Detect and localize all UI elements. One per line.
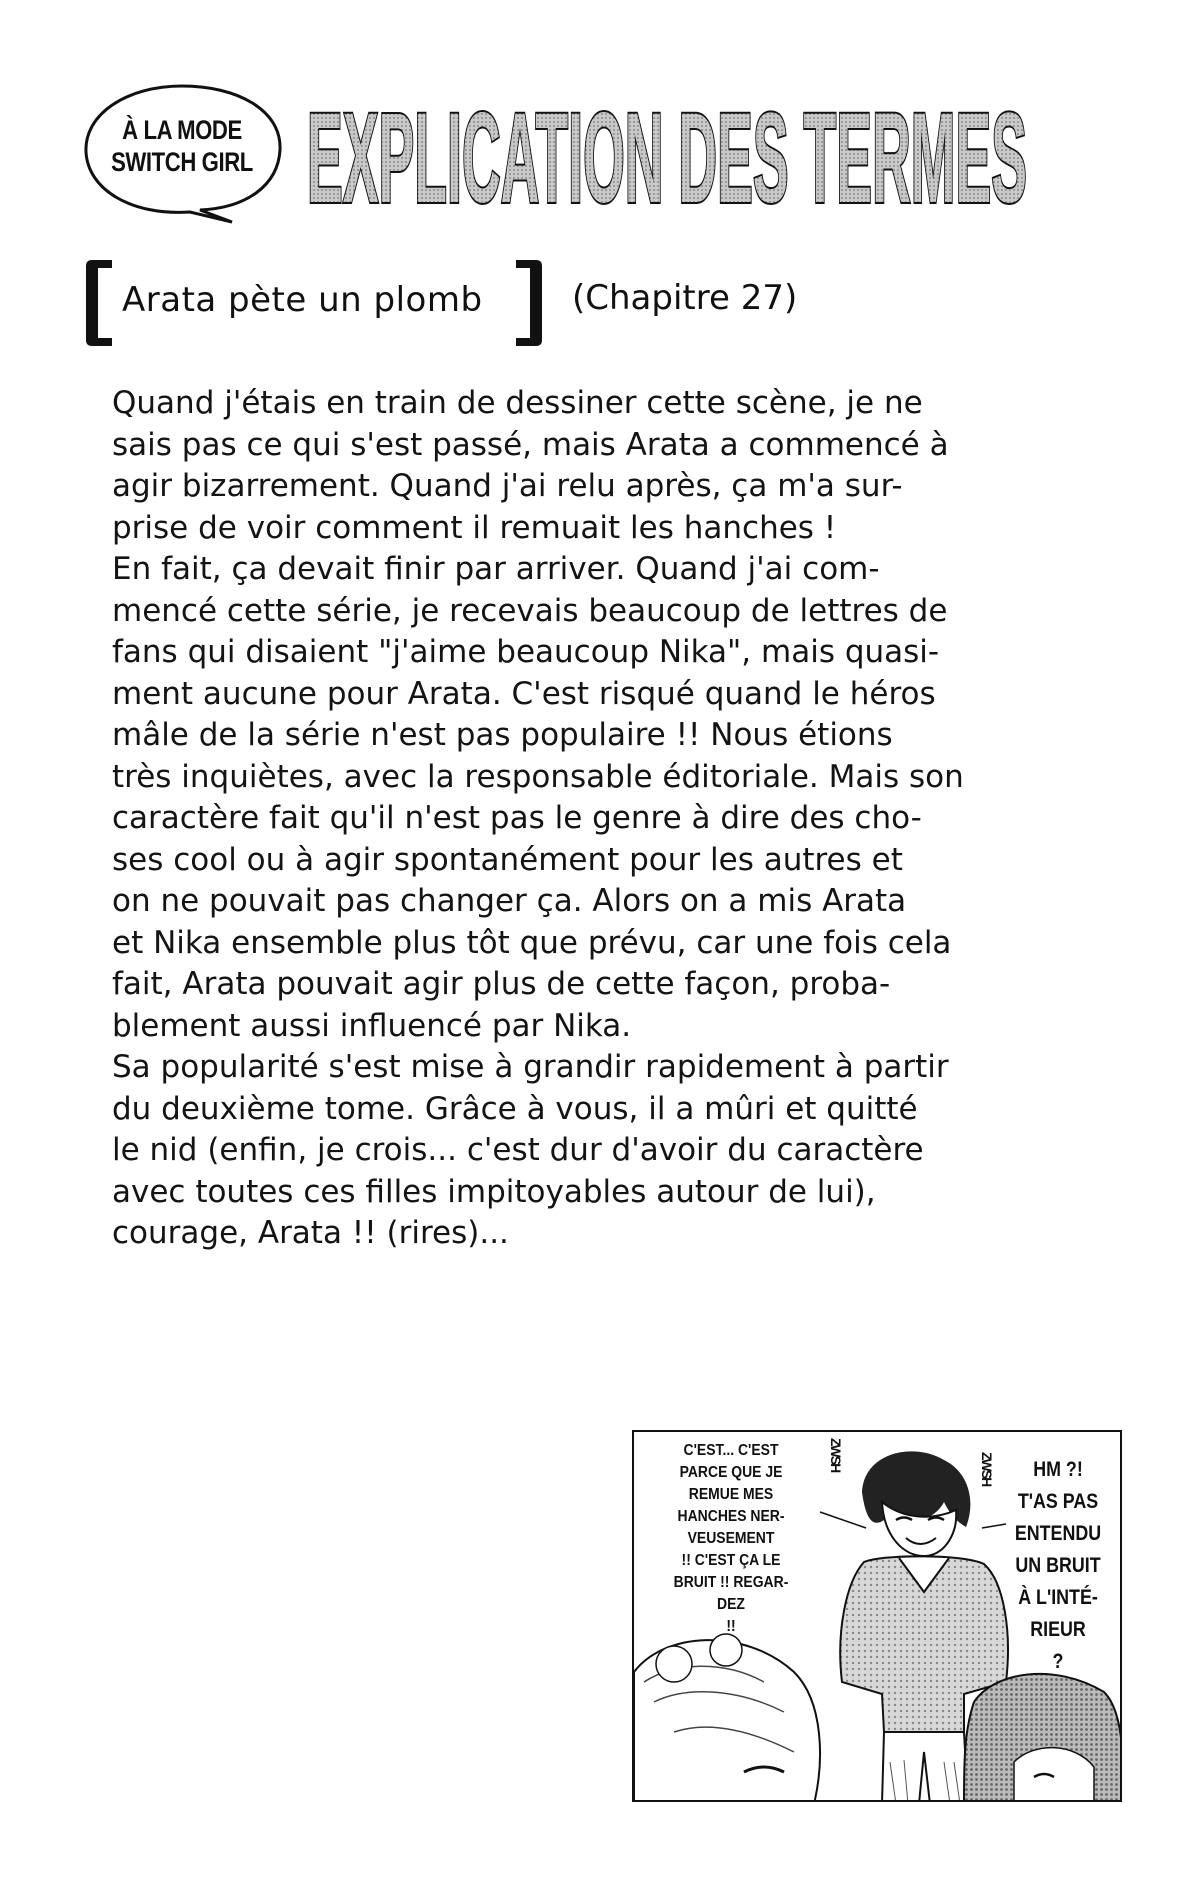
body-line: sais pas ce qui s'est passé, mais Arata a commencé à — [112, 426, 949, 463]
body-line: très inquiètes, avec la responsable éditoriale. Mais son — [112, 758, 964, 795]
body-line: ment aucune pour Arata. C'est risqué quand le héros — [112, 675, 936, 712]
logo-line-2: SWITCH GIRL — [111, 147, 253, 177]
bubble-line: !! — [726, 1618, 736, 1635]
chapter-reference: (Chapitre 27) — [572, 278, 798, 318]
body-line: fait, Arata pouvait agir plus de cette façon, proba- — [112, 966, 891, 1002]
body-line: En fait, ça devait finir par arriver. Quand j'ai com- — [112, 551, 880, 587]
bubble-line: À L'INTÉ- — [1018, 1586, 1098, 1609]
left-bracket-icon — [84, 258, 114, 348]
right-bracket-icon — [514, 258, 544, 348]
body-line: agir bizarrement. Quand j'ai relu après, ça m'a sur- — [112, 468, 903, 504]
bubble-line: REMUE MES — [688, 1486, 774, 1503]
body-line: blement aussi influencé par Nika. — [112, 1007, 632, 1044]
speech-bubble-left — [651, 1440, 811, 1638]
body-line: prise de voir comment il remuait les hanches ! — [112, 509, 837, 546]
body-line: caractère fait qu'il n'est pas le genre à dire des cho- — [112, 800, 922, 836]
term-heading — [84, 258, 884, 348]
body-line: on ne pouvait pas changer ça. Alors on a mis Arata — [112, 883, 907, 919]
term-name: Arata pète un plomb — [122, 280, 483, 320]
logo-text — [100, 114, 264, 178]
body-line: avec toutes ces filles impitoyables autour de lui), — [112, 1173, 876, 1210]
bubble-line: ? — [1052, 1650, 1064, 1673]
body-line: Sa popularité s'est mise à grandir rapidement à partir — [112, 1049, 949, 1085]
body-line: mencé cette série, je recevais beaucoup de lettres de — [112, 592, 948, 629]
body-line: le nid (enfin, je crois... c'est dur d'avoir du caractère — [112, 1132, 924, 1168]
body-line: courage, Arata !! (rires)... — [112, 1215, 509, 1251]
manga-panel — [632, 1430, 1122, 1802]
logo-line-1: À LA MODE — [122, 115, 242, 145]
series-logo-bubble — [82, 80, 288, 222]
body-line: mâle de la série n'est pas populaire !! Nous étions — [112, 717, 893, 753]
body-line: ses cool ou à agir spontanément pour les autres et — [112, 841, 903, 878]
bubble-line: HANCHES NER- — [677, 1508, 785, 1525]
bubble-line: !! C'EST ÇA LE — [681, 1552, 781, 1569]
page-title-graphic — [300, 80, 1035, 230]
explanation-body — [112, 383, 1062, 1255]
body-line: Quand j'étais en train de dessiner cette scène, je ne — [112, 385, 923, 421]
body-line: fans qui disaient "j'aime beaucoup Nika", mais quasi- — [112, 634, 940, 670]
body-line: et Nika ensemble plus tôt que prévu, car une fois cela — [112, 924, 952, 961]
body-line: du deuxième tome. Grâce à vous, il a mûri et quitté — [112, 1090, 918, 1127]
bubble-line: UN BRUIT — [1015, 1554, 1101, 1577]
bubble-line: PARCE QUE JE — [679, 1464, 783, 1481]
page-title — [300, 80, 1035, 230]
bubble-line: T'AS PAS — [1017, 1490, 1099, 1513]
sound-effect-right: ZWSH — [979, 1452, 995, 1486]
bubble-line: HM ?! — [1033, 1458, 1083, 1481]
bubble-line: RIEUR — [1030, 1618, 1086, 1641]
bubble-line: ENTENDU — [1014, 1522, 1102, 1545]
sound-effect-left: ZWSH — [828, 1438, 844, 1472]
bubble-line: C'EST... C'EST — [683, 1442, 779, 1459]
bubble-line: DEZ — [717, 1596, 745, 1613]
bubble-line: BRUIT !! REGAR- — [673, 1574, 789, 1591]
bubble-line: VEUSEMENT — [687, 1530, 775, 1547]
page-title-text: EXPLICATION DES TERMES — [307, 87, 1027, 230]
speech-bubble-right — [1007, 1454, 1109, 1678]
